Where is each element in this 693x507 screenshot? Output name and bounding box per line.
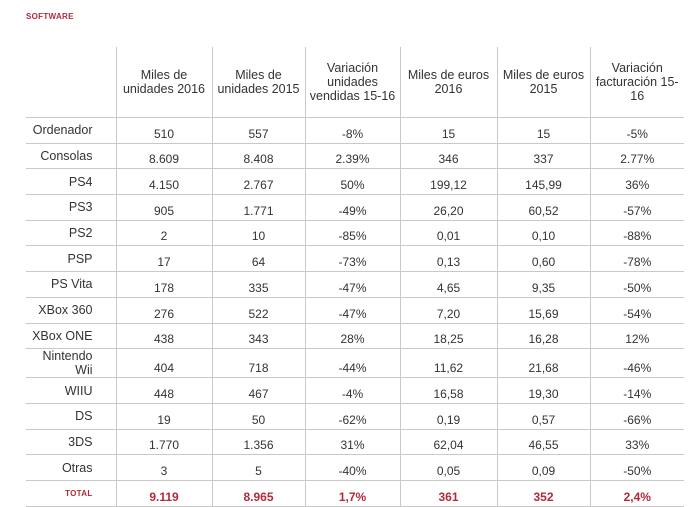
column-header: Miles de euros 2016 [400, 47, 497, 118]
table-row [26, 118, 684, 144]
table-row [26, 323, 684, 349]
table-cell: 60,52 [497, 195, 590, 221]
table-cell: 19 [116, 403, 212, 429]
table-row [26, 349, 684, 378]
table-cell: 199,12 [400, 169, 497, 195]
table-cell: -46% [590, 349, 684, 378]
header-row [26, 47, 684, 118]
table-cell: -73% [305, 246, 400, 272]
table-cell: -40% [305, 455, 400, 481]
software-table [26, 47, 684, 507]
table-cell: 0,60 [497, 246, 590, 272]
table-cell: 1.356 [212, 429, 305, 455]
table-row [26, 169, 684, 195]
table-body [26, 118, 684, 507]
row-label: PS4 [26, 169, 116, 195]
table-cell: 9,35 [497, 272, 590, 298]
row-label: Otras [26, 455, 116, 481]
total-label: TOTAL [26, 480, 116, 506]
table-cell: 510 [116, 118, 212, 144]
row-label: PSP [26, 246, 116, 272]
table-cell: -4% [305, 378, 400, 404]
header-corner [26, 47, 116, 118]
table-cell: 404 [116, 349, 212, 378]
table-cell: 0,05 [400, 455, 497, 481]
table-cell: 15,69 [497, 297, 590, 323]
column-header: Miles de unidades 2016 [116, 47, 212, 118]
table-cell: 31% [305, 429, 400, 455]
column-header: Miles de unidades 2015 [212, 47, 305, 118]
table-cell: 33% [590, 429, 684, 455]
table-cell: 2 [116, 220, 212, 246]
table-cell: 4,65 [400, 272, 497, 298]
table-cell: -54% [590, 297, 684, 323]
table-cell: -49% [305, 195, 400, 221]
total-cell: 9.119 [116, 480, 212, 506]
row-label: XBox ONE [26, 323, 116, 349]
table-row [26, 272, 684, 298]
table-cell: 8.609 [116, 143, 212, 169]
table-row [26, 195, 684, 221]
row-label: Ordenador [26, 118, 116, 144]
table-cell: 64 [212, 246, 305, 272]
table-row [26, 297, 684, 323]
table-cell: 343 [212, 323, 305, 349]
table-row [26, 143, 684, 169]
table-cell: 1.770 [116, 429, 212, 455]
table-cell: 8.408 [212, 143, 305, 169]
row-label: 3DS [26, 429, 116, 455]
table-cell: 145,99 [497, 169, 590, 195]
table-cell: 346 [400, 143, 497, 169]
table-cell: 718 [212, 349, 305, 378]
table-cell: 46,55 [497, 429, 590, 455]
table-cell: -66% [590, 403, 684, 429]
table-row [26, 455, 684, 481]
table-cell: 28% [305, 323, 400, 349]
row-label: XBox 360 [26, 297, 116, 323]
table-cell: 0,10 [497, 220, 590, 246]
total-cell: 8.965 [212, 480, 305, 506]
table-cell: 10 [212, 220, 305, 246]
table-cell: -44% [305, 349, 400, 378]
row-label: PS2 [26, 220, 116, 246]
table-cell: -50% [590, 272, 684, 298]
column-header: Variación unidades vendidas 15-16 [305, 47, 400, 118]
table-row [26, 403, 684, 429]
table-cell: 50 [212, 403, 305, 429]
table-row [26, 429, 684, 455]
section-label: SOFTWARE [26, 12, 74, 21]
table-cell: 15 [497, 118, 590, 144]
table-cell: 0,09 [497, 455, 590, 481]
row-label: DS [26, 403, 116, 429]
total-cell: 361 [400, 480, 497, 506]
table-cell: 448 [116, 378, 212, 404]
column-header: Variación facturación 15-16 [590, 47, 684, 118]
total-cell: 1,7% [305, 480, 400, 506]
table-cell: 1.771 [212, 195, 305, 221]
table-cell: 16,58 [400, 378, 497, 404]
table-cell: 18,25 [400, 323, 497, 349]
table-cell: 2.77% [590, 143, 684, 169]
table-cell: -8% [305, 118, 400, 144]
table-cell: 2.39% [305, 143, 400, 169]
row-label: Consolas [26, 143, 116, 169]
table-cell: 2.767 [212, 169, 305, 195]
table-cell: 19,30 [497, 378, 590, 404]
table-cell: 337 [497, 143, 590, 169]
table-cell: 276 [116, 297, 212, 323]
table-cell: 11,62 [400, 349, 497, 378]
row-label: PS3 [26, 195, 116, 221]
table-cell: -5% [590, 118, 684, 144]
row-label: PS Vita [26, 272, 116, 298]
row-label: Nintendo Wii [26, 349, 116, 378]
table-cell: 17 [116, 246, 212, 272]
table-cell: 438 [116, 323, 212, 349]
table-cell: -50% [590, 455, 684, 481]
table-cell: -88% [590, 220, 684, 246]
table-cell: 7,20 [400, 297, 497, 323]
table-cell: 178 [116, 272, 212, 298]
table-cell: -57% [590, 195, 684, 221]
table-row [26, 378, 684, 404]
row-label: WIIU [26, 378, 116, 404]
column-header: Miles de euros 2015 [497, 47, 590, 118]
table-row [26, 220, 684, 246]
table-cell: -78% [590, 246, 684, 272]
table-cell: 50% [305, 169, 400, 195]
table-cell: 5 [212, 455, 305, 481]
table-cell: -62% [305, 403, 400, 429]
table-cell: 36% [590, 169, 684, 195]
table-cell: 467 [212, 378, 305, 404]
total-cell: 2,4% [590, 480, 684, 506]
table-cell: -85% [305, 220, 400, 246]
table-cell: 21,68 [497, 349, 590, 378]
table-cell: 4.150 [116, 169, 212, 195]
table-cell: 62,04 [400, 429, 497, 455]
table-cell: 0,57 [497, 403, 590, 429]
table-cell: 0,19 [400, 403, 497, 429]
table-cell: 0,13 [400, 246, 497, 272]
table-cell: -47% [305, 297, 400, 323]
table-cell: 15 [400, 118, 497, 144]
total-row [26, 480, 684, 506]
table-cell: 522 [212, 297, 305, 323]
table-cell: 16,28 [497, 323, 590, 349]
table-cell: 3 [116, 455, 212, 481]
table-cell: 0,01 [400, 220, 497, 246]
table-cell: -14% [590, 378, 684, 404]
table-cell: 557 [212, 118, 305, 144]
table-row [26, 246, 684, 272]
table-cell: -47% [305, 272, 400, 298]
table-cell: 12% [590, 323, 684, 349]
table-cell: 905 [116, 195, 212, 221]
table-cell: 26,20 [400, 195, 497, 221]
table-cell: 335 [212, 272, 305, 298]
total-cell: 352 [497, 480, 590, 506]
